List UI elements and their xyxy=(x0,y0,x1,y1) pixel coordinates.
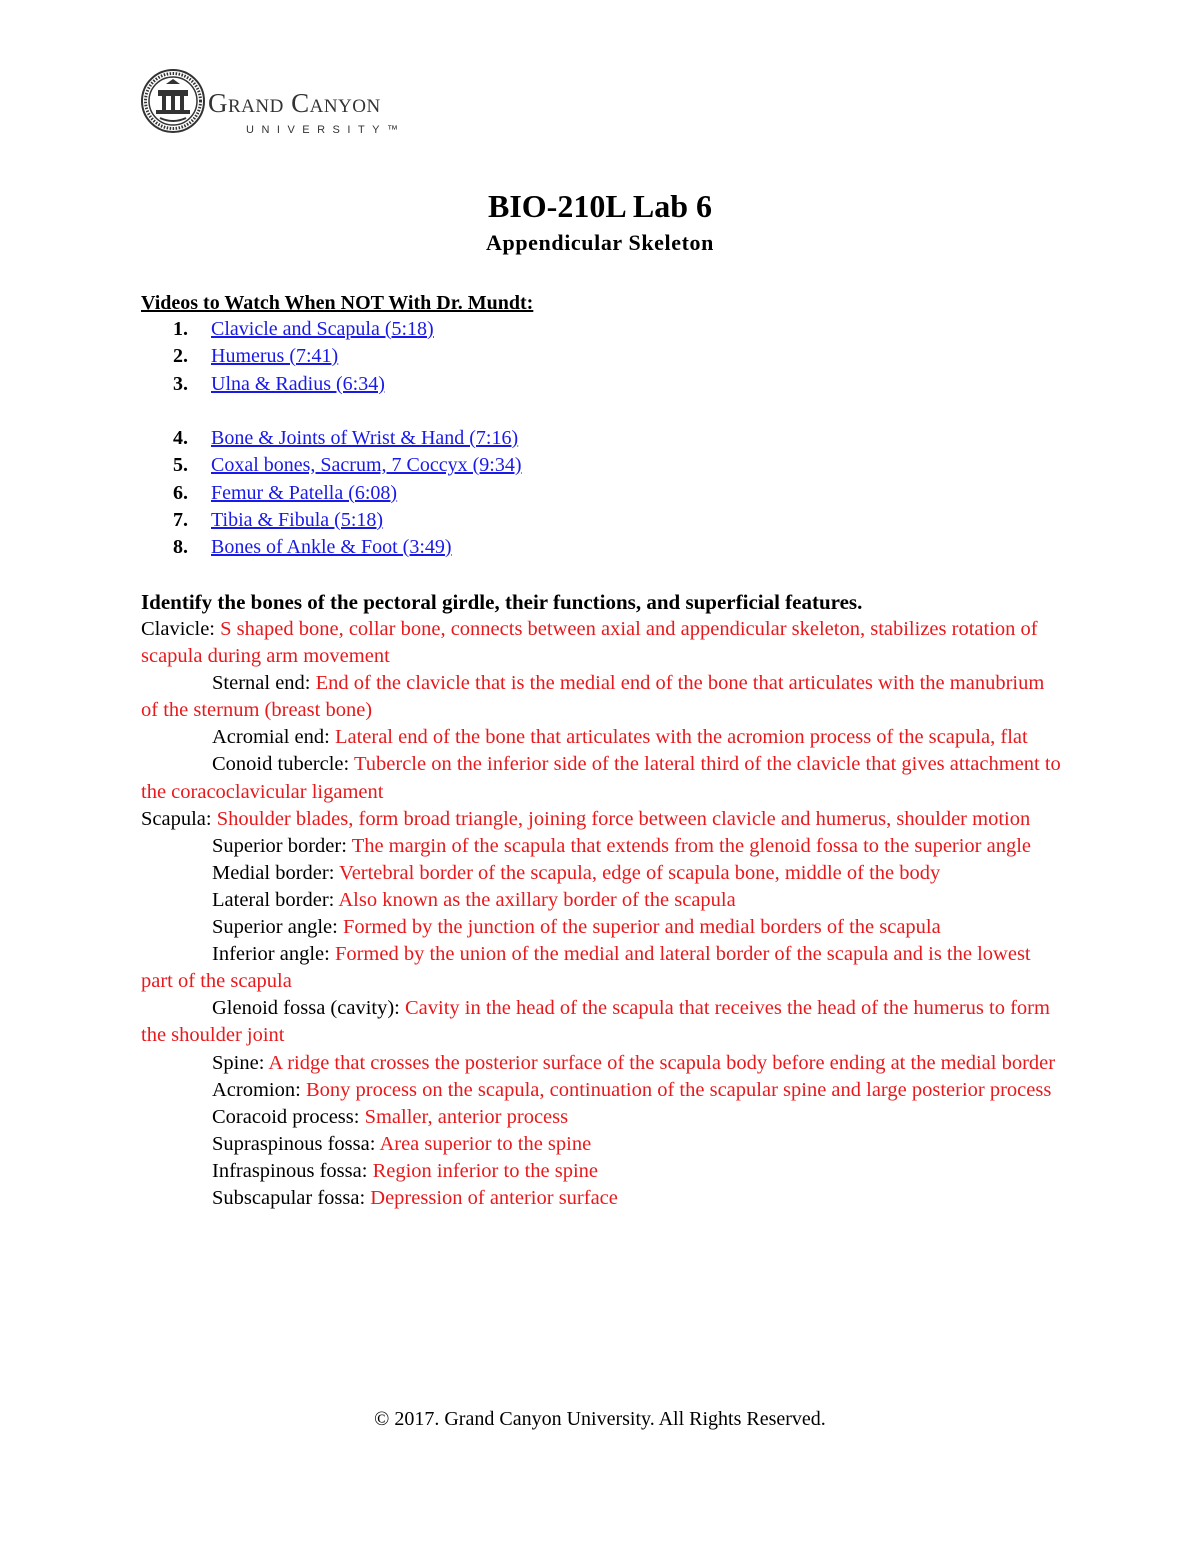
video-list-item xyxy=(173,509,383,532)
entry-scapula xyxy=(141,806,1061,833)
entry-definition: End of the clavicle that is the medial end of the bone that articulates with the manubrium of the sternum (breast bone) xyxy=(141,672,1045,722)
list-number: 4. xyxy=(173,427,188,449)
video-link-ankle-foot[interactable]: Bones of Ankle & Foot (3:49) xyxy=(211,536,452,558)
entry-term: Medial border: xyxy=(212,861,340,884)
video-link-tibia-fibula[interactable]: Tibia & Fibula (5:18) xyxy=(211,509,384,531)
entry-definition: Area superior to the spine xyxy=(379,1132,592,1155)
entry-glenoid-fossa xyxy=(141,995,1061,1049)
entry-definition: Vertebral border of the scapula, edge of scapula bone, middle of the body xyxy=(339,861,941,884)
video-list-item xyxy=(173,536,452,559)
video-list-item xyxy=(173,427,518,450)
list-number: 8. xyxy=(173,536,188,558)
entry-definition: Shoulder blades, form broad triangle, joining force between clavicle and humerus, shoulder motion xyxy=(216,807,1031,830)
entry-subscapular-fossa xyxy=(141,1185,1061,1212)
entry-term: Acromial end: xyxy=(212,726,335,749)
entry-definition: A ridge that crosses the posterior surface of the scapula body before ending at the medial border xyxy=(268,1051,1056,1074)
university-logo xyxy=(140,68,430,134)
entry-infraspinous-fossa xyxy=(141,1158,1061,1185)
copyright-footer: © 2017. Grand Canyon University. All Rights Reserved. xyxy=(374,1408,826,1430)
entry-superior-angle xyxy=(141,914,1061,941)
university-seal-icon xyxy=(140,68,206,134)
entry-sternal-end xyxy=(141,670,1061,724)
list-number: 7. xyxy=(173,509,188,531)
entry-definition: Smaller, anterior process xyxy=(364,1105,569,1128)
entry-term: Acromion: xyxy=(212,1078,306,1101)
entry-definition: Cavity in the head of the scapula that receives the head of the humerus to form the shoulder joint xyxy=(141,997,1050,1047)
list-number: 2. xyxy=(173,345,188,367)
entry-spine xyxy=(141,1050,1061,1077)
section-heading: Identify the bones of the pectoral girdle, their functions, and superficial features. xyxy=(141,590,863,614)
entry-definition: Region inferior to the spine xyxy=(372,1159,599,1182)
video-link-ulna-radius[interactable]: Ulna & Radius (6:34) xyxy=(211,373,385,395)
entry-clavicle xyxy=(141,616,1061,670)
entry-acromial-end xyxy=(141,724,1061,751)
entry-lateral-border xyxy=(141,887,1061,914)
bone-feature-list xyxy=(141,616,1061,1212)
entry-term: Scapula: xyxy=(141,807,217,830)
entry-definition: Also known as the axillary border of the scapula xyxy=(338,888,736,911)
video-link-femur-patella[interactable]: Femur & Patella (6:08) xyxy=(211,482,398,504)
entry-definition: Formed by the union of the medial and lateral border of the scapula and is the lowest part of the scapula xyxy=(141,943,1031,993)
video-list-item xyxy=(173,318,434,341)
video-link-coxal-sacrum[interactable]: Coxal bones, Sacrum, 7 Coccyx (9:34) xyxy=(211,454,522,476)
entry-definition: Tubercle on the inferior side of the lateral third of the clavicle that gives attachment to the coracoclavicular ligament xyxy=(141,753,1061,803)
entry-term: Superior angle: xyxy=(212,916,343,939)
video-link-humerus[interactable]: Humerus (7:41) xyxy=(211,345,339,367)
entry-inferior-angle xyxy=(141,941,1061,995)
logo-wordmark: Grand Canyon xyxy=(208,88,381,118)
entry-term: Spine: xyxy=(212,1051,269,1074)
video-list-item xyxy=(173,373,385,396)
entry-supraspinous-fossa xyxy=(141,1131,1061,1158)
video-list-item xyxy=(173,345,338,368)
video-link-clavicle-scapula[interactable]: Clavicle and Scapula (5:18) xyxy=(211,318,434,340)
entry-definition: Depression of anterior surface xyxy=(370,1186,618,1209)
entry-definition: Bony process on the scapula, continuation of the scapular spine and large posterior process xyxy=(305,1078,1052,1101)
entry-term: Conoid tubercle: xyxy=(212,753,354,776)
entry-term: Superior border: xyxy=(212,834,352,857)
entry-term: Inferior angle: xyxy=(212,943,335,966)
list-number: 6. xyxy=(173,482,188,504)
entry-term: Coracoid process: xyxy=(212,1105,365,1128)
entry-term: Glenoid fossa (cavity): xyxy=(212,997,405,1020)
document-subtitle: Appendicular Skeleton xyxy=(486,230,714,255)
entry-term: Lateral border: xyxy=(212,888,339,911)
video-link-wrist-hand[interactable]: Bone & Joints of Wrist & Hand (7:16) xyxy=(211,427,519,449)
video-list-item xyxy=(173,482,397,505)
entry-term: Infraspinous fossa: xyxy=(212,1159,373,1182)
video-list-item xyxy=(173,454,522,477)
videos-heading: Videos to Watch When NOT With Dr. Mundt: xyxy=(141,292,534,314)
entry-definition: S shaped bone, collar bone, connects between axial and appendicular skeleton, stabilizes rotation of scapula during arm movement xyxy=(141,618,1038,668)
entry-acromion xyxy=(141,1077,1061,1104)
entry-superior-border xyxy=(141,833,1061,860)
entry-definition: The margin of the scapula that extends from the glenoid fossa to the superior angle xyxy=(351,834,1032,857)
entry-term: Clavicle: xyxy=(141,618,221,640)
entry-definition: Lateral end of the bone that articulates with the acromion process of the scapula, flat xyxy=(334,726,1028,749)
document-title: BIO-210L Lab 6 xyxy=(487,188,713,224)
entry-coracoid-process xyxy=(141,1104,1061,1131)
list-number: 1. xyxy=(173,318,188,340)
entry-term: Sternal end: xyxy=(212,672,316,695)
list-number: 5. xyxy=(173,454,188,476)
entry-conoid-tubercle xyxy=(141,751,1061,805)
logo-subtitle: UNIVERSITY™ xyxy=(246,124,406,136)
entry-term: Supraspinous fossa: xyxy=(212,1132,380,1155)
entry-medial-border xyxy=(141,860,1061,887)
entry-term: Subscapular fossa: xyxy=(212,1186,371,1209)
list-number: 3. xyxy=(173,373,188,395)
entry-definition: Formed by the junction of the superior and medial borders of the scapula xyxy=(342,916,941,939)
